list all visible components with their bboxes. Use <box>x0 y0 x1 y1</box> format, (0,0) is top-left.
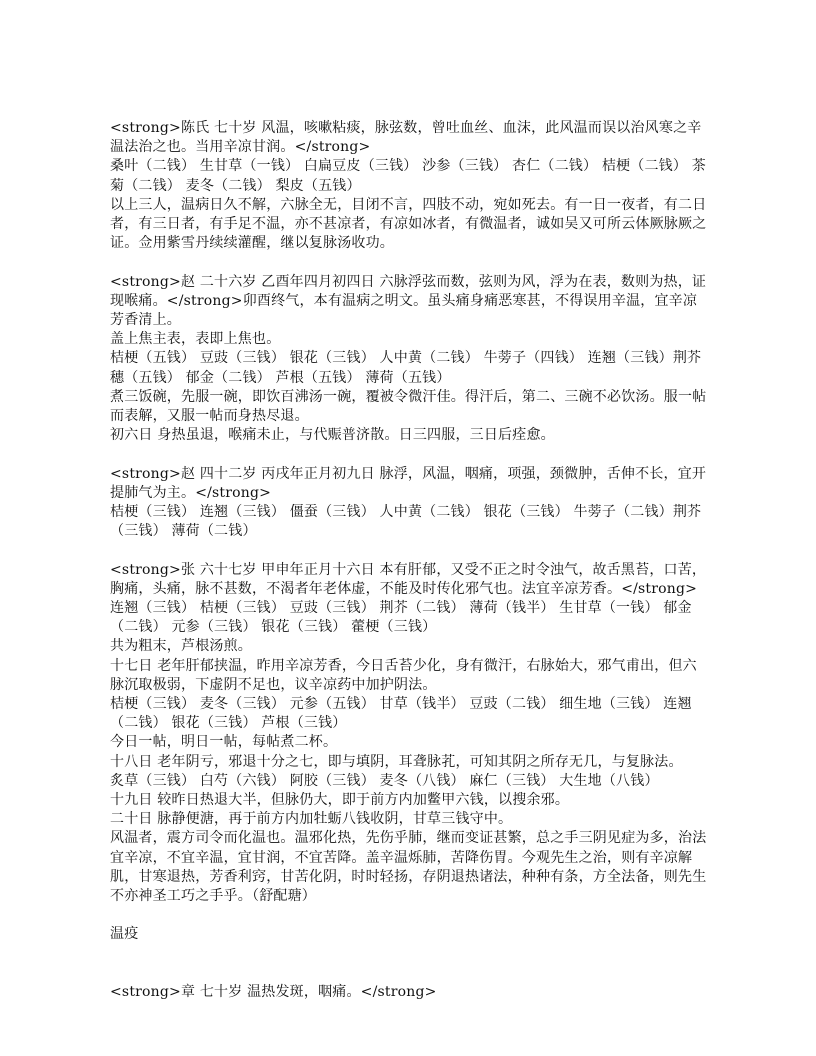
case-zhang-day20: 二十日 脉静便溏，再于前方内加牡蛎八钱收阴，甘草三钱守中。 <box>110 811 513 828</box>
case-zhang-70-header: <strong>章 七十岁 温热发斑，咽痛。</strong> <box>110 984 437 1001</box>
case-chen-header: <strong>陈氏 七十岁 风温，咳嗽粘痰，脉弦数，曾吐血丝、血沫，此风温而误以治风寒之辛温法治之也。当用辛凉甘润。</strong> <box>110 120 702 156</box>
document-page <box>110 119 710 1002</box>
case-zhao-26-instructions: 煮三饭碗，先服一碗，即饮百沸汤一碗，覆被令微汗佳。得汗后，第二、三碗不必饮汤。服一帖而表解，又服一帖而身热尽退。 <box>110 388 707 425</box>
paragraph-gap <box>110 445 710 464</box>
case-zhang-prescription-1: 连翘（三钱） 桔梗（三钱） 豆豉（三钱） 荆芥（二钱） 薄荷（钱半） 生甘草（一钱） 郁金（二钱） 元参（三钱） 银花（三钱） 藿梗（三钱） <box>110 600 692 636</box>
case-zhang-prescription-3: 炙草（三钱） 白芍（六钱） 阿胶（三钱） 麦冬（八钱） 麻仁（三钱） 大生地（八钱） <box>110 772 659 789</box>
case-chen-notes: 以上三人，温病日久不解，六脉全无，目闭不言，四肢不动，宛如死去。有一日一夜者，有二日者，有三日者，有手足不温，亦不甚凉者，有凉如冰者，有微温者，诚如吴又可所云体厥脉厥之证。佥用紫雪丹续续灌醒，继以复脉汤收功。 <box>110 196 707 252</box>
case-zhao-42-header: <strong>赵 四十二岁 丙戌年正月初九日 脉浮，风温，咽痛，项强，颈微肿，舌伸不长，宜开提肺气为主。</strong> <box>110 465 707 501</box>
case-zhang-day17: 十七日 老年肝郁挟温，昨用辛凉芳香，今日舌苔少化，身有微汗，右脉始大，邪气甫出，但六脉沉取极弱，下虚阴不足也，议辛凉药中加护阴法。 <box>110 657 697 693</box>
paragraph-gap <box>110 906 710 925</box>
commentary: 风温者，震方司令而化温也。温邪化热，先伤乎肺，继而变证甚繁，总之手三阴见症为多，治法宜辛凉，不宜辛温，宜甘润，不宜苦降。盖辛温烁肺，苦降伤胃。今观先生之治，则有辛凉解肌，甘寒退热，芳香利窍，甘苦化阴，时时轻扬，存阴退热诸法，种种有条，方全法备，则先生不亦神圣工巧之手乎。（舒配瑭） <box>110 830 707 905</box>
case-chen-prescription: 桑叶（二钱） 生甘草（一钱） 白扁豆皮（三钱） 沙参（三钱） 杏仁（二钱） 桔梗（二钱） 茶菊（二钱） 麦冬（二钱） 梨皮（五钱） <box>110 158 706 194</box>
section-heading-wenyi: 温疫 <box>110 926 139 943</box>
case-zhao-26-note: 盖上焦主表，表即上焦也。 <box>110 331 281 348</box>
paragraph-gap <box>110 945 710 983</box>
paragraph-gap <box>110 541 710 560</box>
case-zhang-header: <strong>张 六十七岁 甲申年正月十六日 本有肝郁，又受不正之时令浊气，故舌黑苔，口苦，胸痛，头痛，脉不甚数，不渴者年老体虚，不能及时传化邪气也。法宜辛凉芳香。</strong> <box>110 561 707 597</box>
case-zhao-26-header: <strong>赵 二十六岁 乙酉年四月初四日 六脉浮弦而数，弦则为风，浮为在表，数则为热，证现喉痛。</strong>卯酉终气，本有温病之明文。虽头痛身痛恶寒甚，不得误用辛温，宜辛凉芳香清上。 <box>110 273 707 329</box>
case-zhang-instructions-2: 今日一帖，明日一帖，每帖煮二杯。 <box>110 734 338 751</box>
case-zhao-26-followup: 初六日 身热虽退，喉痛未止，与代赈普济散。日三四服，三日后痊愈。 <box>110 427 555 444</box>
paragraph-gap <box>110 253 710 272</box>
case-zhang-day19: 十九日 较昨日热退大半，但脉仍大，即于前方内加鳖甲六钱，以搜余邪。 <box>110 792 570 809</box>
case-zhang-instructions-1: 共为粗末，芦根汤煎。 <box>110 638 252 655</box>
case-zhang-prescription-2: 桔梗（三钱） 麦冬（三钱） 元参（五钱） 甘草（钱半） 豆豉（二钱） 细生地（三钱） 连翘（二钱） 银花（三钱） 芦根（三钱） <box>110 696 692 732</box>
case-zhao-42-prescription: 桔梗（三钱） 连翘（三钱） 僵蚕（三钱） 人中黄（二钱） 银花（三钱） 牛蒡子（二钱）荆芥（三钱） 薄荷（二钱） <box>110 504 702 540</box>
case-zhao-26-prescription: 桔梗（五钱） 豆豉（三钱） 银花（三钱） 人中黄（二钱） 牛蒡子（四钱） 连翘（三钱）荆芥穗（五钱） 郁金（二钱） 芦根（五钱） 薄荷（五钱） <box>110 350 702 386</box>
case-zhang-day18: 十八日 老年阴亏，邪退十分之七，即与填阴，耳聋脉芤，可知其阴之所存无几，与复脉法。 <box>110 753 683 770</box>
